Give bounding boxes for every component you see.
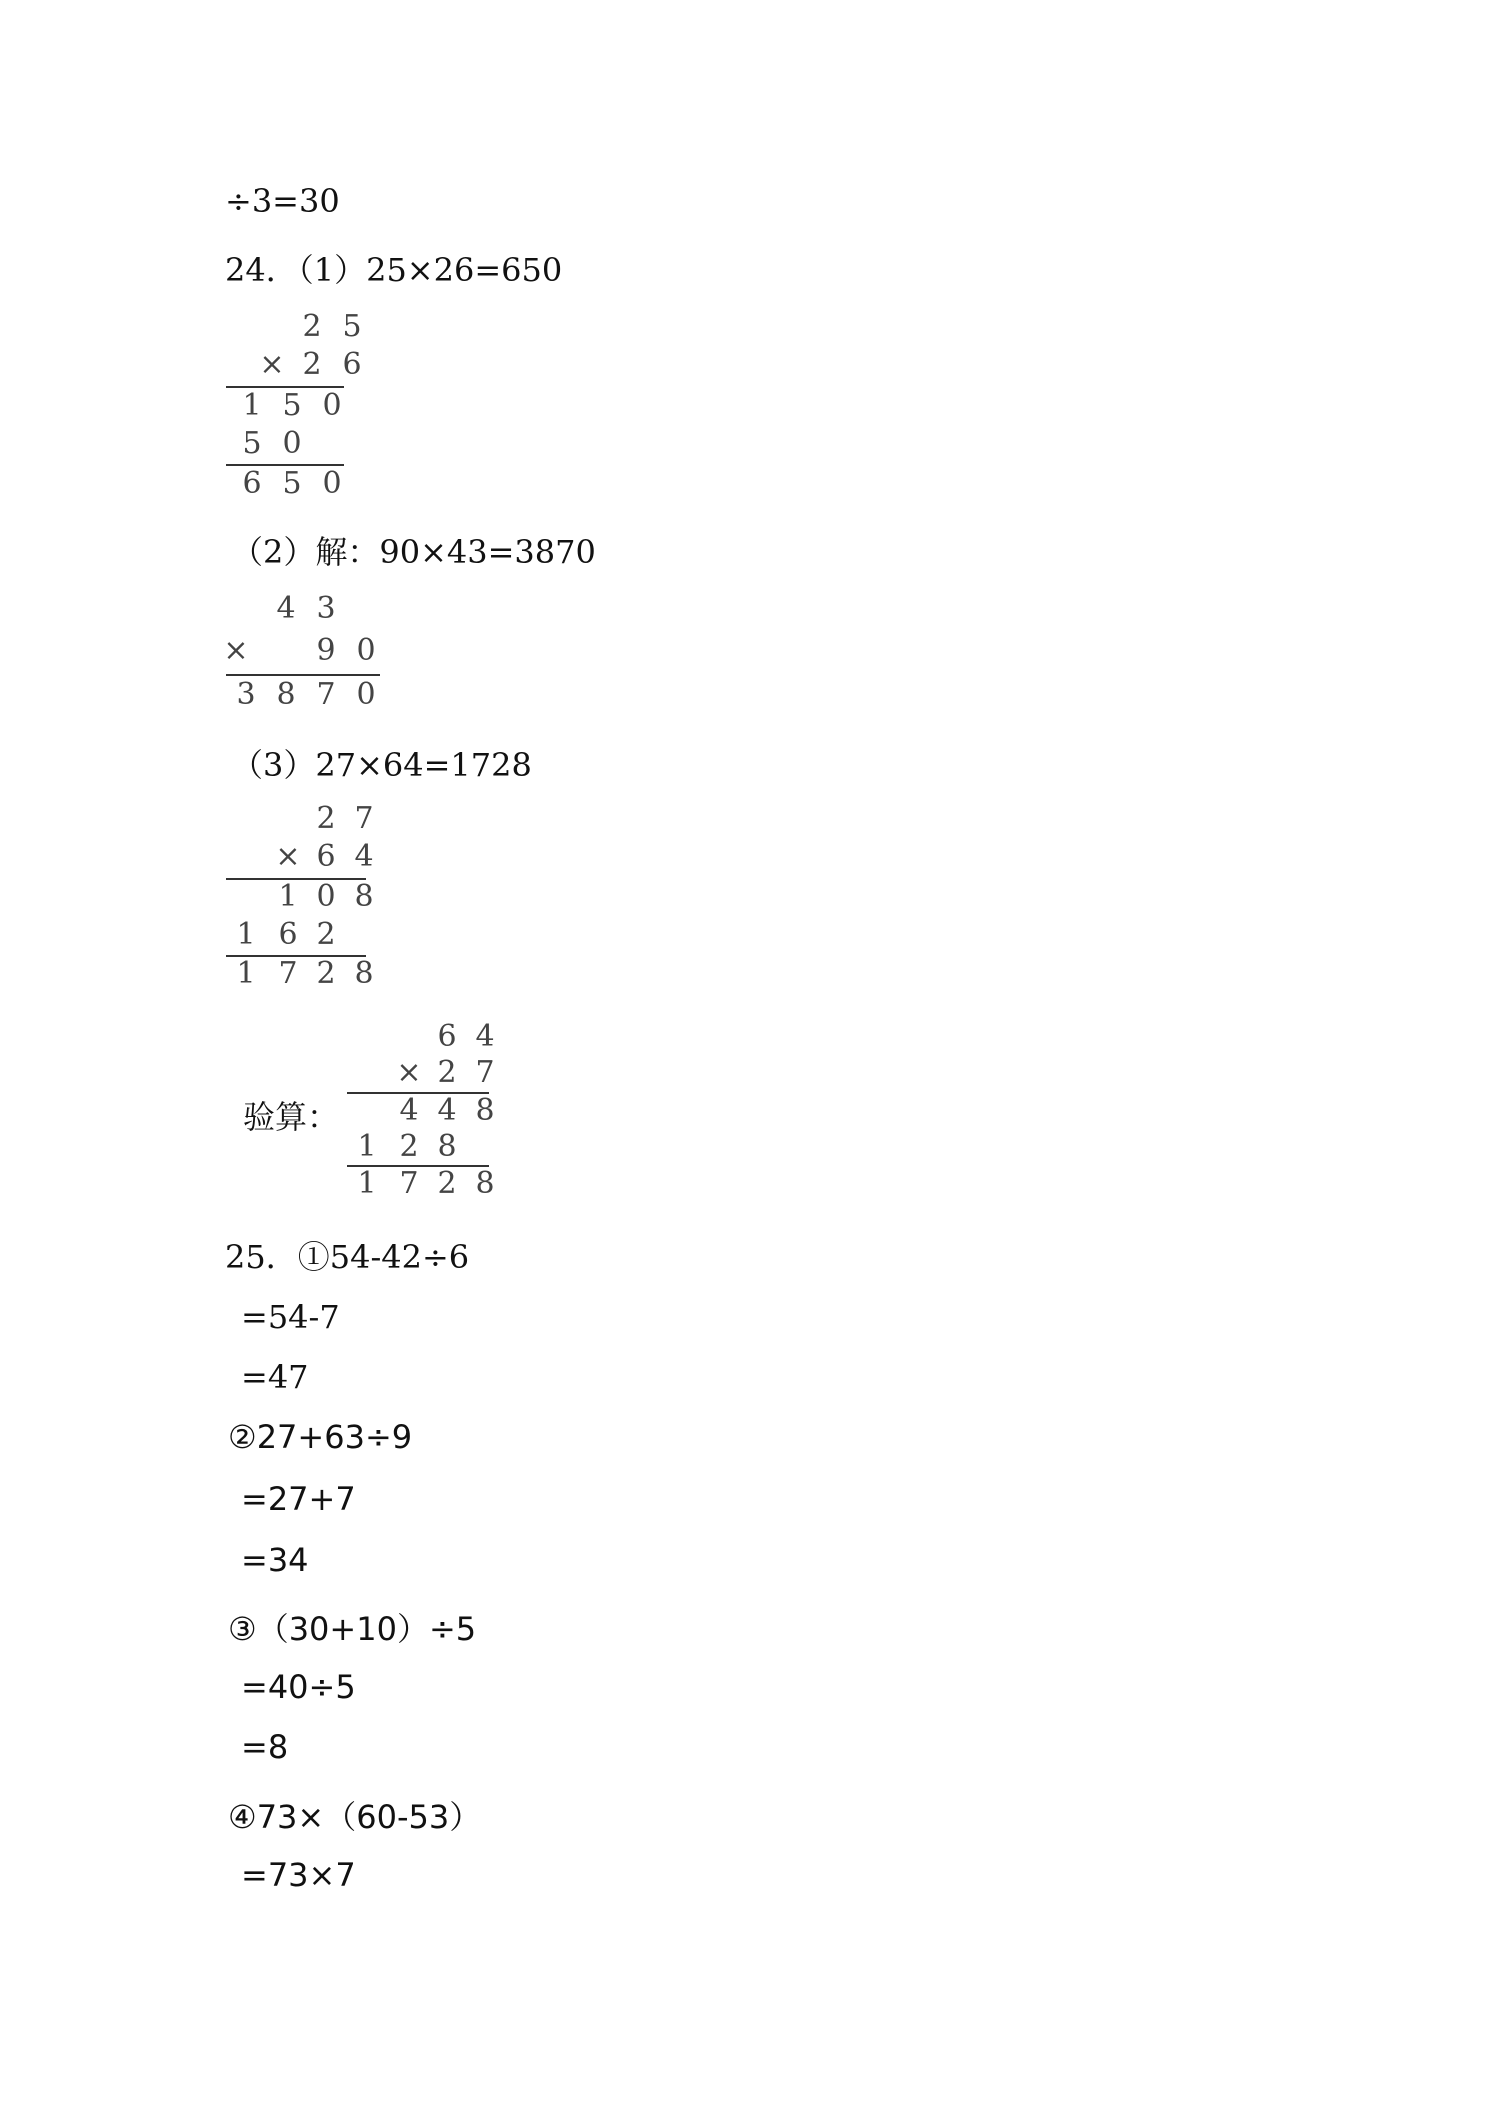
q24-part1-heading: 24．（1）25×26=650	[225, 251, 563, 289]
digit: 8	[276, 677, 296, 712]
digit: 1	[357, 1129, 377, 1164]
q25-part1-step1: =54-7	[241, 1298, 340, 1336]
digit: 9	[316, 633, 336, 668]
digit: 4	[276, 591, 296, 626]
digit: 1	[242, 388, 262, 423]
digit: 8	[354, 879, 374, 914]
digit: 2	[399, 1129, 419, 1164]
digit: 4	[437, 1093, 457, 1128]
digit: 2	[316, 917, 336, 952]
digit: 6	[316, 839, 336, 874]
digit: 0	[316, 879, 336, 914]
digit: 0	[322, 466, 342, 501]
digit: 2	[316, 956, 336, 991]
digit: 2	[302, 309, 322, 344]
digit: 6	[278, 917, 298, 952]
digit: 1	[236, 956, 256, 991]
q25-part4-heading: ④73×（60-53）	[228, 1798, 482, 1836]
vertical-calc-27x64	[226, 800, 376, 995]
times-symbol: ×	[275, 839, 301, 874]
digit: 1	[236, 917, 256, 952]
times-symbol: ×	[259, 347, 285, 382]
q25-part1-step2: =47	[241, 1358, 309, 1396]
digit: 6	[437, 1019, 457, 1054]
digit: 4	[399, 1093, 419, 1128]
digit: 4	[354, 839, 374, 874]
digit: 8	[475, 1093, 495, 1128]
q24-part3-heading: （3）27×64=1728	[231, 746, 532, 784]
digit: 0	[356, 633, 376, 668]
digit: 0	[356, 677, 376, 712]
digit: 3	[316, 591, 336, 626]
digit: 8	[354, 956, 374, 991]
q25-part3-step1: =40÷5	[241, 1668, 356, 1706]
digit: 7	[475, 1055, 495, 1090]
digit: 0	[322, 388, 342, 423]
digit: 5	[282, 388, 302, 423]
digit: 6	[242, 466, 262, 501]
digit: 7	[278, 956, 298, 991]
vertical-calc-43x90	[223, 590, 386, 720]
q25-part2-step1: =27+7	[241, 1480, 356, 1518]
digit: 7	[354, 801, 374, 836]
digit: 2	[302, 347, 322, 382]
digit: 8	[437, 1129, 457, 1164]
times-symbol: ×	[223, 633, 249, 668]
digit: 7	[399, 1166, 419, 1201]
check-label: 验算：	[243, 1098, 340, 1136]
digit: 5	[342, 309, 362, 344]
digit: 2	[437, 1055, 457, 1090]
digit: 6	[342, 347, 362, 382]
times-symbol: ×	[396, 1055, 422, 1090]
digit: 8	[475, 1166, 495, 1201]
q25-part2-step2: =34	[241, 1541, 309, 1579]
q24-part2-heading: （2）解：90×43=3870	[231, 533, 596, 571]
digit: 2	[437, 1166, 457, 1201]
vertical-calc-25x26	[226, 308, 362, 503]
digit: 4	[475, 1019, 495, 1054]
digit: 5	[242, 426, 262, 461]
q25-part2-heading: ②27+63÷9	[228, 1418, 413, 1456]
digit: 7	[316, 677, 336, 712]
q25-part3-step2: =8	[241, 1728, 289, 1766]
digit: 2	[316, 801, 336, 836]
q25-part4-step1: =73×7	[241, 1856, 356, 1894]
digit: 1	[278, 879, 298, 914]
digit: 0	[282, 426, 302, 461]
digit: 1	[357, 1166, 377, 1201]
line-div-result: ÷3=30	[225, 182, 340, 220]
digit: 3	[236, 677, 256, 712]
q25-part3-heading: ③（30+10）÷5	[228, 1610, 477, 1648]
vertical-calc-64x27	[347, 1018, 497, 1213]
q25-part1-heading: 25．①54-42÷6	[225, 1238, 470, 1276]
digit: 5	[282, 466, 302, 501]
